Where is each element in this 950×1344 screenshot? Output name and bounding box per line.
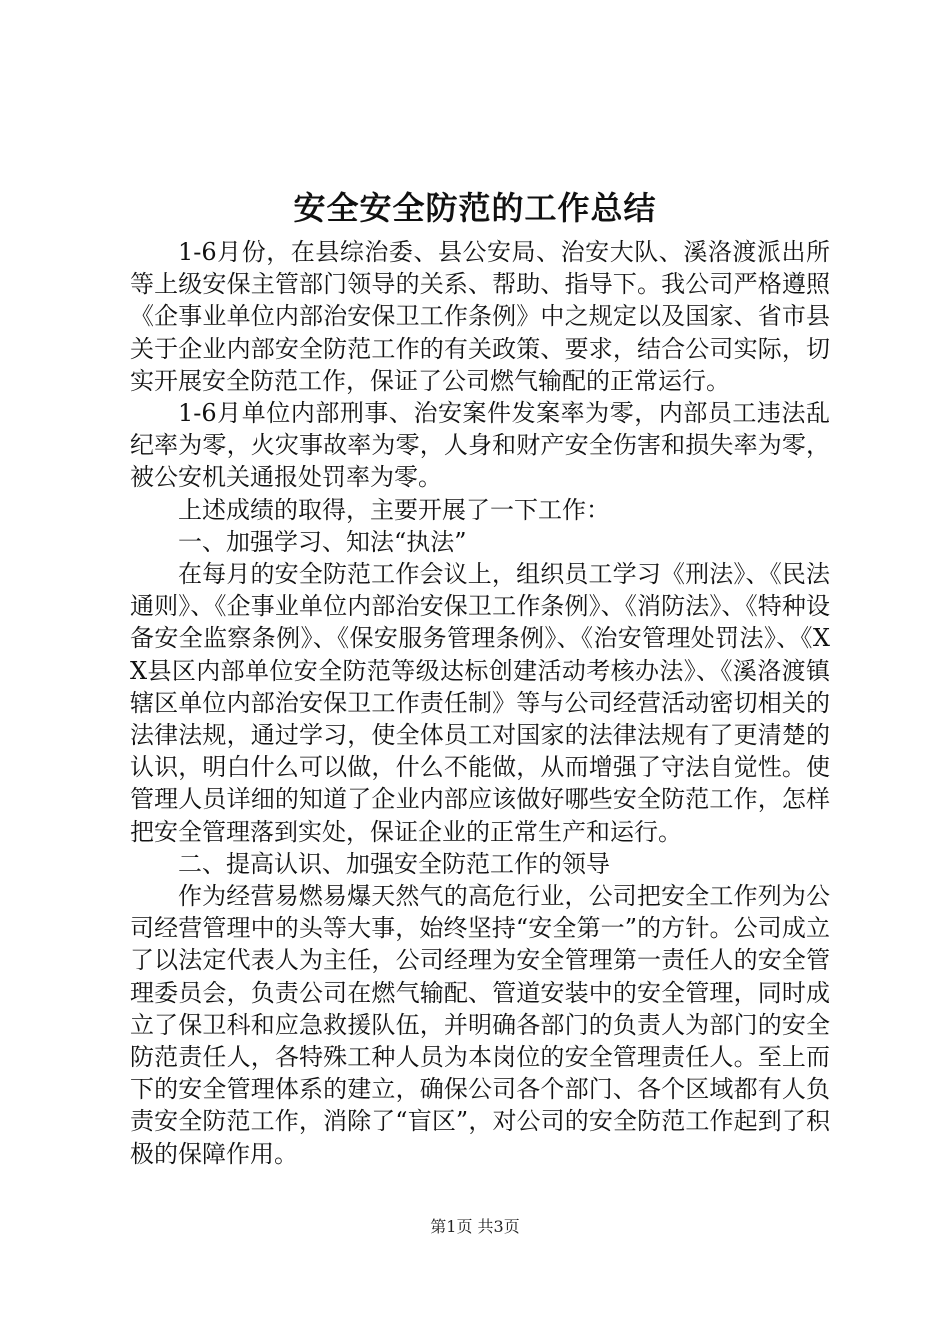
- paragraph: 作为经营易燃易爆天然气的高危行业，公司把安全工作列为公司经营管理中的头等大事，始终坚持“安全第一”的方针。公司成立了以法定代表人为主任，公司经理为安全管理第一责任人的安全管理委员会，负责公司在燃气输配、管道安装中的安全管理，同时成立了保卫科和应急救援队伍，并明确各部门的负责人为部门的安全防范责任人，各特殊工种人员为本岗位的安全管理责任人。至上而下的安全管理体系的建立，确保公司各个部门、各个区域都有人负责安全防范工作，消除了“盲区”，对公司的安全防范工作起到了积极的保障作用。: [130, 882, 830, 1168]
- section-heading: 二、提高认识、加强安全防范工作的领导: [178, 849, 610, 878]
- document-title: 安全安全防范的工作总结: [293, 189, 657, 227]
- paragraph: 在每月的安全防范工作会议上，组织员工学习《刑法》、《民法通则》、《企事业单位内部治安保卫工作条例》、《消防法》、《特种设备安全监察条例》、《保安服务管理条例》、《治安管理处罚法》、《XX县区内部单位安全防范等级达标创建活动考核办法》、《溪洛渡镇辖区单位内部治安保卫工作责任制》等与公司经营活动密切相关的法律法规，通过学习，使全体员工对国家的法律法规有了更清楚的认识，明白什么可以做，什么不能做，从而增强了守法自觉性。使管理人员详细的知道了企业内部应该做好哪些安全防范工作，怎样把安全管理落到实处，保证企业的正常生产和运行。: [130, 560, 830, 846]
- paragraph: 1-6月单位内部刑事、治安案件发案率为零，内部员工违法乱纪率为零，火灾事故率为零，人身和财产安全伤害和损失率为零，被公安机关通报处罚率为零。: [130, 399, 830, 492]
- paragraph: 1-6月份，在县综治委、县公安局、治安大队、溪洛渡派出所等上级安保主管部门领导的关系、帮助、指导下。我公司严格遵照《企事业单位内部治安保卫工作条例》中之规定以及国家、省市县关于企业内部安全防范工作的有关政策、要求，结合公司实际，切实开展安全防范工作，保证了公司燃气输配的正常运行。: [130, 238, 830, 395]
- paragraph: 上述成绩的取得，主要开展了一下工作：: [178, 495, 610, 524]
- document-body: [130, 236, 830, 1170]
- page-number-footer: 第1页 共3页: [430, 1217, 520, 1236]
- section-heading: 一、加强学习、知法“执法”: [178, 527, 467, 556]
